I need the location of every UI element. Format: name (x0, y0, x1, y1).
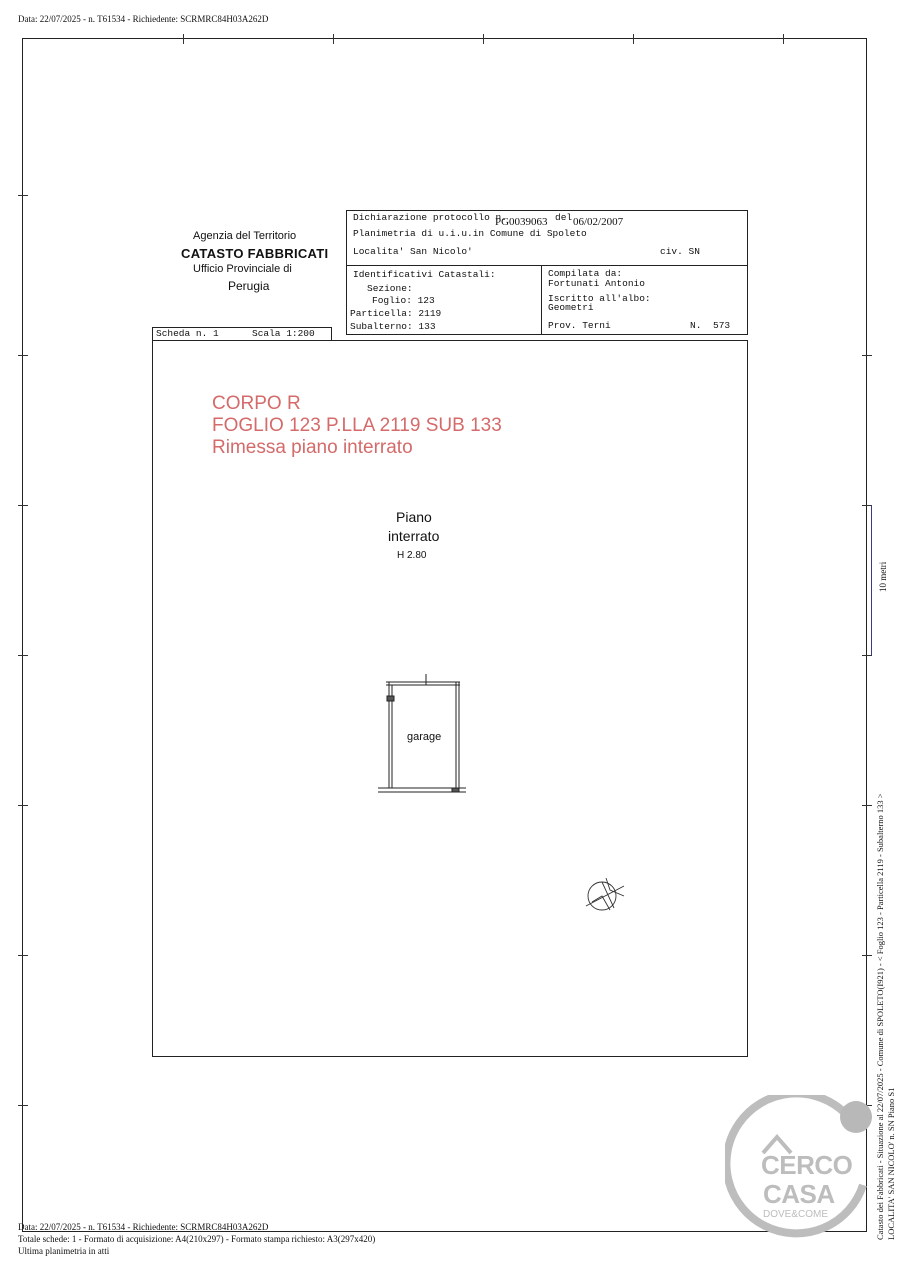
footer-format-line: Totale schede: 1 - Formato di acquisizione: A4(210x297) - Formato stampa richiesto: A3(297x420) (18, 1234, 376, 1244)
albo-label: Iscritto all'albo: (548, 293, 651, 304)
identifiers-title: Identificativi Catastali: (353, 269, 496, 280)
province-registration: Prov. Terni (548, 320, 611, 331)
floor-height: H 2.80 (397, 550, 427, 561)
watermark-tagline: DOVE&COME (763, 1209, 829, 1220)
footer-request-line: Data: 22/07/2025 - n. T61534 - Richiedente: SCRMRC84H03A262D (18, 1222, 269, 1232)
albo-value: Geometri (548, 302, 594, 313)
compiler-title: Compilata da: (548, 268, 623, 279)
room-label-garage: garage (407, 731, 442, 743)
identifiers-divider (541, 265, 542, 335)
scale-bar (871, 505, 872, 655)
sezione-field: Sezione: (367, 283, 413, 294)
scale: Scala 1:200 (252, 328, 315, 339)
del-label: del (555, 212, 573, 223)
floor-label-line2: interrato (388, 528, 440, 544)
scale-bar-label: 10 metri (878, 561, 888, 592)
vertical-cadastral-line: Catasto dei Fabbricati - Situazione al 22/07/2025 - Comune di SPOLETO(I921) - < Foglio 123 - Particella 2119 - Subalterno 133 > (875, 793, 885, 1240)
agency-name: Agenzia del Territorio (193, 230, 297, 242)
ufficio-provinciale: Ufficio Provinciale di (193, 263, 292, 275)
footer-last-planimetry: Ultima planimetria in atti (18, 1246, 110, 1256)
annotation-foglio: FOGLIO 123 P.LLA 2119 SUB 133 (212, 415, 502, 436)
watermark-cerco: CERCO (761, 1150, 853, 1180)
locality: Localita' San Nicolo' (353, 246, 473, 257)
declaration-date: 06/02/2007 (573, 216, 624, 228)
north-arrow-icon (580, 872, 630, 916)
registration-n-label: N. (690, 320, 702, 331)
watermark-logo (725, 1095, 875, 1265)
compiler-name: Fortunati Antonio (548, 278, 645, 289)
scheda-number: Scheda n. 1 (156, 328, 219, 339)
subalterno-field: Subalterno: 133 (350, 321, 436, 332)
header-request-line: Data: 22/07/2025 - n. T61534 - Richiedente: SCRMRC84H03A262D (18, 14, 269, 24)
protocol-label: Dichiarazione protocollo n. (353, 212, 507, 223)
particella-field: Particella: 2119 (350, 308, 442, 319)
registration-number: 573 (713, 320, 731, 331)
civic-number: civ. SN (660, 246, 700, 257)
annotation-description: Rimessa piano interrato (212, 437, 413, 458)
province-name: Perugia (228, 279, 270, 293)
annotation-corpo: CORPO R (212, 393, 301, 414)
watermark-casa: CASA (763, 1179, 835, 1209)
planimetry-line: Planimetria di u.i.u.in Comune di Spoleto (353, 228, 587, 239)
protocol-number: PG0039063 (495, 216, 548, 228)
vertical-locality-line: LOCALITA' SAN NICOLO' n. SN Piano S1 (886, 1087, 896, 1240)
floor-label-line1: Piano (396, 509, 432, 525)
catasto-fabbricati-title: CATASTO FABBRICATI (181, 246, 329, 261)
foglio-field: Foglio: 123 (372, 295, 435, 306)
